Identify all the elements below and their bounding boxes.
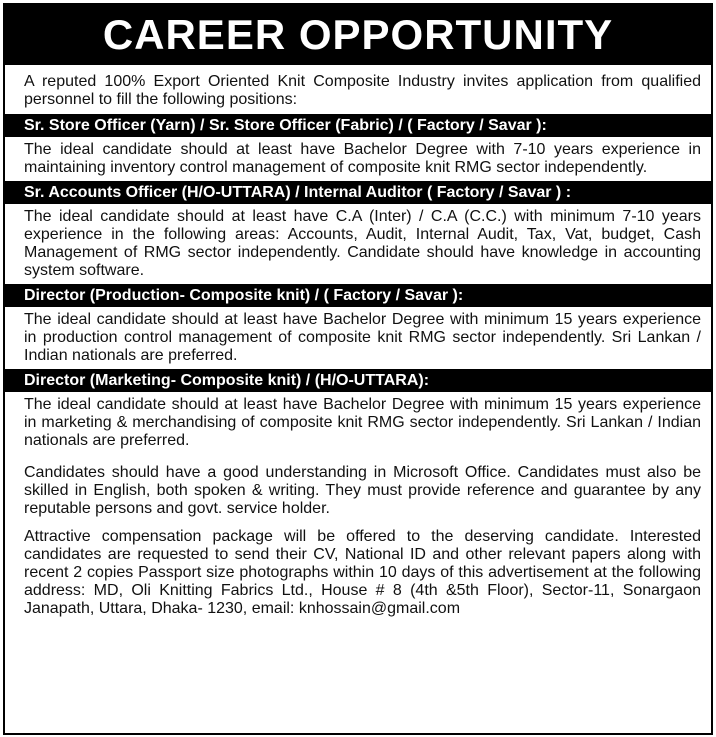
position-heading-director-production: Director (Production- Composite knit) / ( Factory / Savar ): [5, 284, 711, 307]
position-description-director-production: The ideal candidate should at least have Bachelor Degree with minimum 15 years experience in production control management of composite knit RMG sector independently. Sri Lankan / Indian nationals are preferred. [24, 311, 701, 364]
requirements-paragraph: Candidates should have a good understanding in Microsoft Office. Candidates must also be skilled in English, both spoken & writing. They must provide reference and guarantee by any reputable persons and govt. service holder. [24, 464, 701, 517]
page-title: CAREER OPPORTUNITY [102, 11, 614, 58]
title-banner [5, 5, 711, 65]
position-heading-accounts-officer: Sr. Accounts Officer (H/O-UTTARA) / Internal Auditor ( Factory / Savar ) : [5, 181, 711, 204]
application-paragraph: Attractive compensation package will be offered to the deserving candidate. Interested candidates are requested to send their CV, National ID and other relevant papers along with recent 2 copies Passport size photographs within 10 days of this advertisement at the following address: MD, Oli Knitting Fabrics Ltd., House # 8 (4th &5th Floor), Sector-11, Sonargaon Janapath, Uttara, Dhaka- 1230, email: knhossain@gmail.com [24, 528, 701, 617]
intro-paragraph: A reputed 100% Export Oriented Knit Composite Industry invites application from qualified personnel to fill the following positions: [24, 73, 701, 108]
job-advertisement [3, 3, 713, 735]
position-description-director-marketing: The ideal candidate should at least have Bachelor Degree with minimum 15 years experience in marketing & merchandising of composite knit RMG sector independently. Sri Lankan / Indian nationals are preferred. [24, 396, 701, 449]
position-description-accounts-officer: The ideal candidate should at least have C.A (Inter) / C.A (C.C.) with minimum 7-10 years experience in the following areas: Accounts, Audit, Internal Audit, Tax, Vat, budget, Cash Management of RMG sector independently. Candidate should have knowledge in accounting system software. [24, 208, 701, 279]
position-heading-store-officer: Sr. Store Officer (Yarn) / Sr. Store Officer (Fabric) / ( Factory / Savar ): [5, 114, 711, 137]
position-description-store-officer: The ideal candidate should at least have Bachelor Degree with 7-10 years experience in maintaining inventory control management of composite knit RMG sector independently. [24, 141, 701, 176]
position-heading-director-marketing: Director (Marketing- Composite knit) / (H/O-UTTARA): [5, 369, 711, 392]
